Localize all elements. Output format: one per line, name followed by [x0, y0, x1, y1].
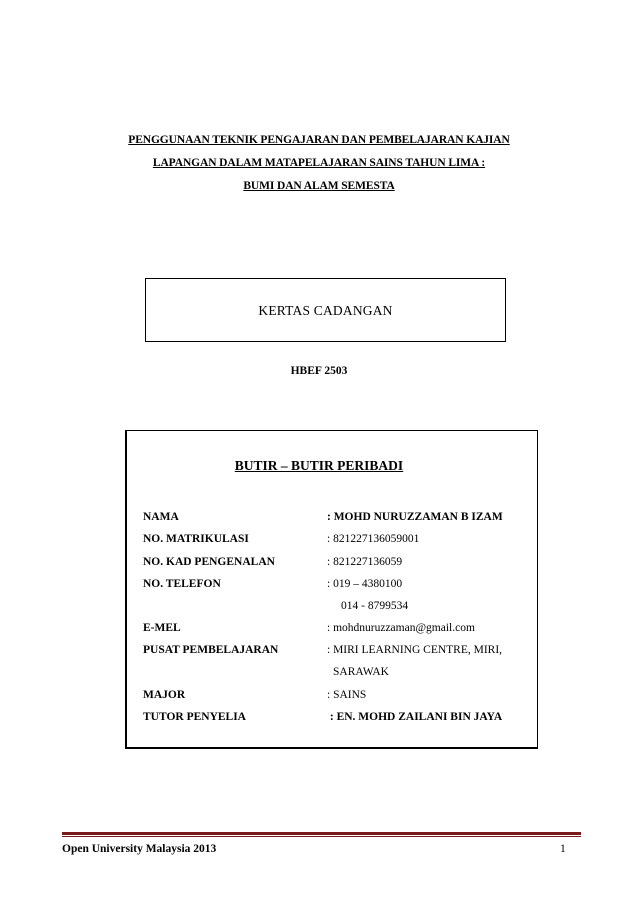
footer-divider-thin [62, 836, 581, 837]
field-value: : EN. MOHD ZAILANI BIN JAYA [327, 711, 503, 723]
field-label: PUSAT PEMBELAJARAN [143, 644, 279, 656]
field-label: NAMA [143, 511, 179, 523]
field-label: MAJOR [143, 689, 186, 701]
field-value: : 821227136059001 [327, 533, 420, 545]
field-row-major [0, 689, 638, 707]
field-value: : 019 – 4380100 [327, 578, 403, 590]
field-row-pusat-pembelajaran-2 [0, 666, 638, 684]
field-row-emel [0, 622, 638, 640]
field-row-matrikulasi [0, 533, 638, 551]
field-label: TUTOR PENYELIA [143, 711, 246, 723]
field-row-tutor-penyelia [0, 711, 638, 729]
field-label: NO. TELEFON [143, 578, 221, 590]
document-type-label: KERTAS CADANGAN [258, 303, 393, 318]
footer-institution: Open University Malaysia 2013 [62, 843, 217, 855]
field-label: NO. MATRIKULASI [143, 533, 249, 545]
personal-details-heading: BUTIR – BUTIR PERIBADI [234, 458, 404, 473]
field-row-telefon-2 [0, 600, 638, 618]
field-value: : MOHD NURUZZAMAN B IZAM [327, 511, 503, 523]
field-row-kad-pengenalan [0, 556, 638, 574]
field-value: : MIRI LEARNING CENTRE, MIRI, [327, 644, 503, 656]
footer-divider [62, 832, 581, 835]
field-value: 014 - 8799534 [341, 600, 409, 612]
field-row-telefon [0, 578, 638, 596]
course-code: HBEF 2503 [290, 365, 348, 377]
title-line-1: PENGGUNAAN TEKNIK PENGAJARAN DAN PEMBELAJARAN KAJIAN [128, 134, 510, 146]
field-row-pusat-pembelajaran [0, 644, 638, 662]
document-type-box [145, 278, 506, 342]
field-value: : 821227136059 [327, 556, 403, 568]
field-value: SARAWAK [333, 666, 389, 678]
field-value: : SAINS [327, 689, 367, 701]
page-number: 1 [560, 843, 566, 855]
field-label: NO. KAD PENGENALAN [143, 556, 275, 568]
field-row-nama [0, 511, 638, 529]
field-value: : mohdnuruzzaman@gmail.com [327, 622, 475, 634]
field-label: E-MEL [143, 622, 181, 634]
title-line-2: LAPANGAN DALAM MATAPELAJARAN SAINS TAHUN LIMA : [152, 157, 486, 169]
title-line-3: BUMI DAN ALAM SEMESTA [243, 180, 395, 192]
